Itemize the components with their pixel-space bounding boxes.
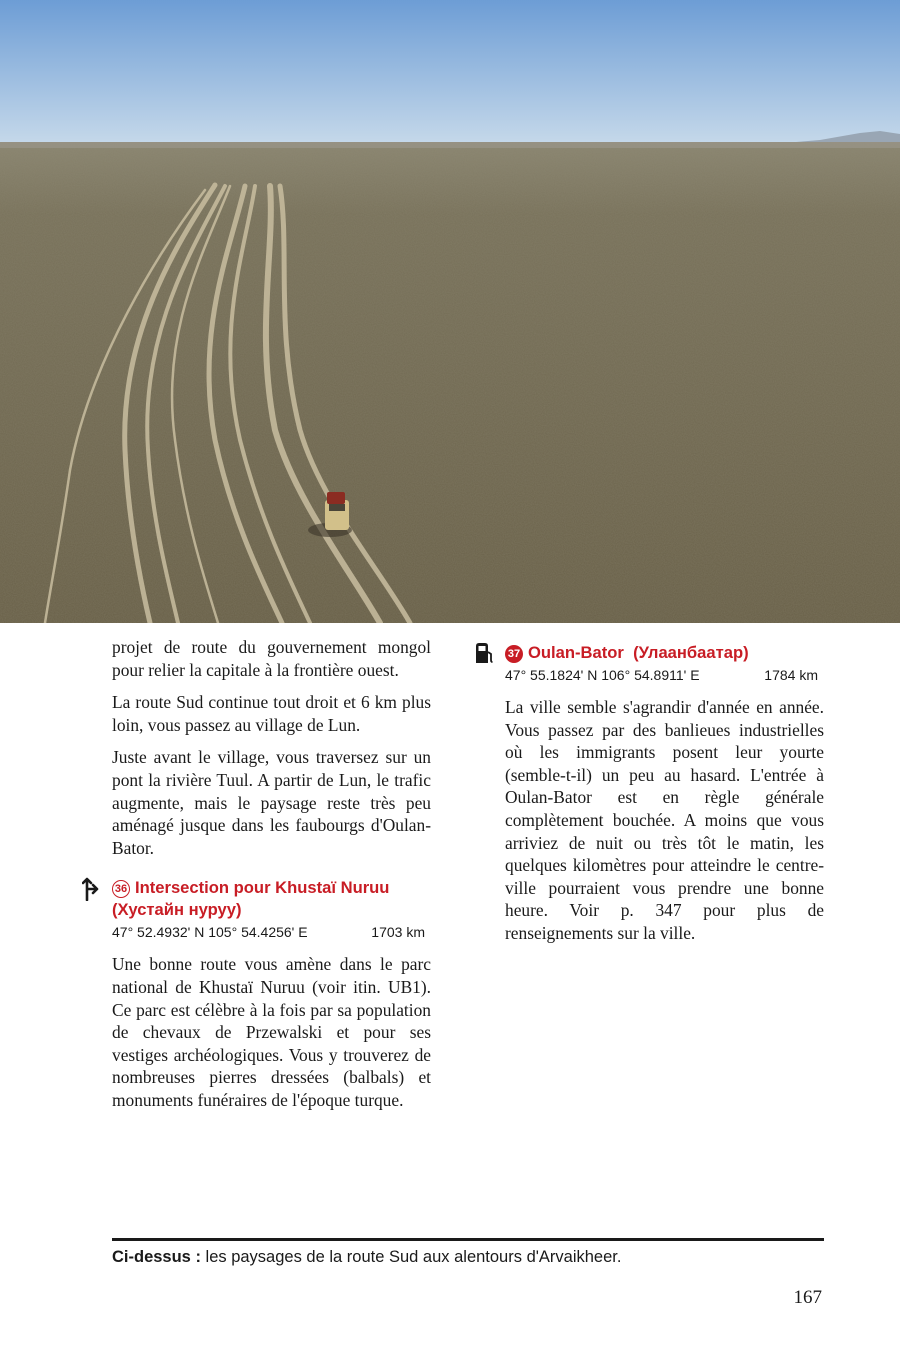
waypoint-description: La ville semble s'agrandir d'année en année. Vous passez par des banlieues industrielles où les immigrants posent leur yourte (semble-t-il) un peu au hasard. L'entrée à Oulan-Bator est en règle générale complètement bouchée. A moins que vous arriviez de nuit ou très tôt le matin, les quelques kilomètres pour atteindre le centre-ville pourraient vous prendre une bonne heure. Voir p. 347 pour plus de renseignements sur la ville. [505,697,824,943]
landscape-photo [0,0,900,623]
fuel-pump-icon [474,642,494,664]
waypoint-title [505,642,824,664]
caption-rule [112,1238,824,1241]
distance-km: 1784 km [764,667,818,683]
waypoint-number: 36 [112,880,130,898]
left-column [112,636,431,1122]
waypoint-number: 37 [505,645,523,663]
waypoint-title [112,877,431,921]
waypoint-coords [505,666,824,684]
waypoint-36 [112,877,431,1111]
fork-right-icon [82,875,102,901]
caption-text: les paysages de la route Sud aux alentours d'Arvaikheer. [200,1248,622,1266]
photo-caption [112,1246,824,1268]
paragraph: projet de route du gouvernement mongol pour relier la capitale à la frontière ouest. [112,637,431,680]
waypoint-coords [112,923,431,941]
waypoint-title-text: Oulan-Bator (Улаанбаатар) [528,643,749,662]
page-number: 167 [793,1287,822,1308]
waypoint-description: Une bonne route vous amène dans le parc national de Khustaï Nuruu (voir itin. UB1). Ce parc est célèbre à la fois par sa population de chevaux de Przewalski et pour ses vestiges archéologiques. Vous y trouverez de nombreuses pierres dressées (balbals) et monuments funéraires de l'époque turque. [112,954,431,1110]
paragraph: Juste avant le village, vous traversez sur un pont la rivière Tuul. A partir de Lun, le trafic augmente, mais le paysage reste très peu aménagé jusque dans les faubourgs d'Oulan-Bator. [112,747,431,858]
waypoint-37 [505,642,824,945]
gps-coordinates: 47° 55.1824' N 106° 54.8911' E [505,667,700,683]
gps-coordinates: 47° 52.4932' N 105° 54.4256' E [112,924,308,941]
steppe-road-image [0,0,900,623]
distance-km: 1703 km [371,924,425,941]
right-column [505,642,824,955]
paragraph: La route Sud continue tout droit et 6 km plus loin, vous passez au village de Lun. [112,692,431,735]
caption-label: Ci-dessus : [112,1248,201,1266]
waypoint-title-text: Intersection pour Khustaï Nuruu (Хустайн нуруу) [112,878,390,920]
